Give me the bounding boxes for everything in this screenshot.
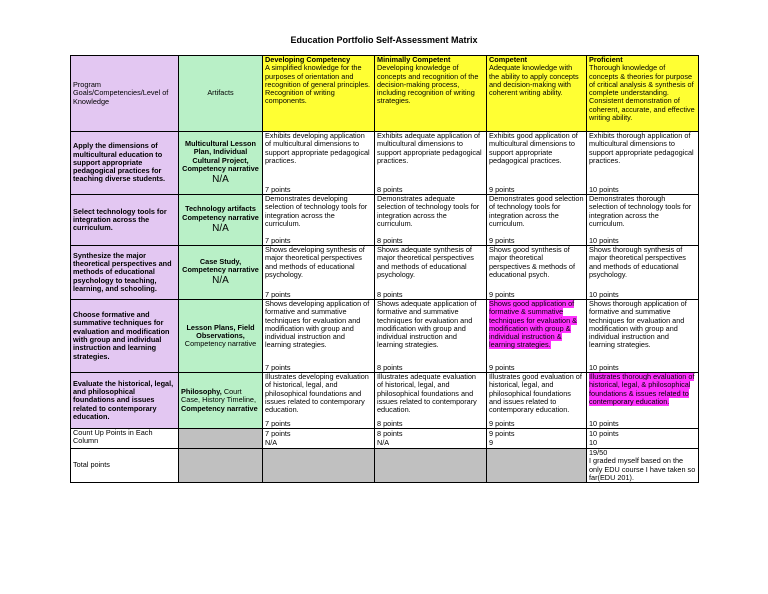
gray-cell xyxy=(487,449,587,483)
table-row xyxy=(71,195,699,246)
points-text: 7 points xyxy=(265,235,291,245)
rubric-text: Shows developing synthesis of major theoretical perspectives and methods of educational psychology. xyxy=(265,245,365,279)
artifact-bold-text-2: Competency narrative xyxy=(181,403,258,413)
rubric-cell xyxy=(263,195,375,246)
rubric-text: Shows thorough application of formative and summative techniques for evaluation and modification with group and individual instruction and learning strategies. xyxy=(589,299,687,350)
gray-cell xyxy=(179,449,263,483)
rubric-cell xyxy=(587,195,699,246)
rubric-cell-selected xyxy=(587,373,699,429)
count-row xyxy=(71,429,699,449)
points-text: 9 points xyxy=(489,289,515,299)
rubric-cell xyxy=(587,246,699,300)
count-cell xyxy=(375,429,487,449)
points-text: 7 points xyxy=(265,289,291,299)
count-label: Count Up Points in Each Column xyxy=(71,429,179,449)
points-text: 8 points xyxy=(377,289,403,299)
rubric-text: Demonstrates good selection of technology tools for integration across the curriculum. xyxy=(489,194,584,228)
points-text: 9 points xyxy=(489,418,515,428)
rubric-cell-selected xyxy=(487,300,587,373)
total-label: Total points xyxy=(71,449,179,483)
points-text: 10 points xyxy=(589,362,619,372)
count-sub: N/A xyxy=(265,437,278,447)
rubric-text: Illustrates adequate evaluation of historical, legal, and philosophical foundations and issues related to contemporary education. xyxy=(377,372,477,415)
goal-cell: Choose formative and summative techniques for evaluation and modification with group and individual instruction and learning strategies. xyxy=(71,300,179,373)
count-points: 8 points xyxy=(377,429,403,439)
artifact-normal-text: Court Case, History Timeline, xyxy=(181,387,257,405)
rubric-cell xyxy=(375,195,487,246)
header-artifacts: Artifacts xyxy=(179,56,263,132)
artifact-cell xyxy=(179,373,263,429)
rubric-cell xyxy=(375,300,487,373)
rubric-cell xyxy=(375,132,487,195)
rubric-text: Demonstrates adequate selection of technology tools for integration across the curriculum. xyxy=(377,194,480,228)
points-text: 10 points xyxy=(589,184,619,194)
artifact-text: Technology artifacts Competency narrative xyxy=(182,204,259,222)
points-text: 8 points xyxy=(377,184,403,194)
total-score: 19/50 xyxy=(589,448,608,457)
points-text: 7 points xyxy=(265,184,291,194)
rubric-cell xyxy=(263,300,375,373)
rubric-text: Illustrates developing evaluation of historical, legal, and philosophical foundations and issues related to contemporary education. xyxy=(265,372,369,415)
level-desc: Developing knowledge of concepts and recognition of the decision-making process, including recognition of writing strategies. xyxy=(377,63,479,106)
rubric-text xyxy=(489,300,584,350)
rubric-cell xyxy=(487,132,587,195)
level-desc: Adequate knowledge with the ability to apply concepts and decision-making with coherent writing ability. xyxy=(489,63,579,98)
gray-cell xyxy=(263,449,375,483)
artifact-bold-text: Lesson Plans, Field Observations, xyxy=(186,322,255,340)
header-level-developing xyxy=(263,56,375,132)
points-text: 8 points xyxy=(377,362,403,372)
artifact-text: Multicultural Lesson Plan, Individual Cultural Project, Competency narrative xyxy=(182,138,259,173)
highlighted-text: Shows good application of formative & summative techniques for evaluation & modification with group & individual instruction & learning strategies. xyxy=(489,299,578,350)
artifact-cell xyxy=(179,195,263,246)
table-row xyxy=(71,132,699,195)
count-cell xyxy=(587,429,699,449)
header-goals: Program Goals/Competencies/Level of Knowledge xyxy=(71,56,179,132)
rubric-cell xyxy=(487,373,587,429)
level-name: Proficient xyxy=(589,55,623,64)
rubric-text: Shows developing application of formative and summative techniques for evaluation and modification with group and individual instruction and learning strategies. xyxy=(265,299,370,350)
na-text: N/A xyxy=(212,275,229,287)
gray-cell xyxy=(375,449,487,483)
header-row xyxy=(71,56,699,132)
rubric-cell xyxy=(487,246,587,300)
points-text: 10 points xyxy=(589,418,619,428)
rubric-cell xyxy=(587,300,699,373)
count-points: 7 points xyxy=(265,429,291,439)
rubric-text: Exhibits good application of multicultural dimensions to support appropriate pedagogical practices. xyxy=(489,131,578,165)
rubric-cell xyxy=(375,246,487,300)
artifact-cell xyxy=(179,300,263,373)
rubric-text: Shows good synthesis of major theoretical perspectives & methods of educational psych. xyxy=(489,245,575,279)
points-text: 8 points xyxy=(377,235,403,245)
rubric-cell xyxy=(487,195,587,246)
count-cell xyxy=(487,429,587,449)
goal-cell: Synthesize the major theoretical perspectives and methods of educational psychology to teaching, learning, and schooling. xyxy=(71,246,179,300)
rubric-cell xyxy=(263,132,375,195)
page-title: Education Portfolio Self-Assessment Matrix xyxy=(290,35,478,45)
rubric-text: Illustrates good evaluation of historical, legal, and philosophical foundations and issues related to contemporary education. xyxy=(489,372,582,415)
rubric-text xyxy=(589,373,696,406)
count-cell xyxy=(263,429,375,449)
count-sub: 10 xyxy=(589,437,598,447)
rubric-cell xyxy=(587,132,699,195)
rubric-cell xyxy=(263,373,375,429)
header-level-minimal xyxy=(375,56,487,132)
table-row xyxy=(71,246,699,300)
goal-cell: Evaluate the historical, legal, and philosophical foundations and issues related to contemporary education. xyxy=(71,373,179,429)
rubric-text: Shows thorough synthesis of major theoretical perspectives and methods of educational psychology. xyxy=(589,245,686,279)
points-text: 10 points xyxy=(589,289,619,299)
highlighted-text: Illustrates thorough evaluation of historical, legal, & philosophical foundations & issues related to contemporary education. xyxy=(589,372,695,406)
goal-cell: Select technology tools for integration across the curriculum. xyxy=(71,195,179,246)
points-text: 9 points xyxy=(489,362,515,372)
level-name: Developing Competency xyxy=(265,55,351,64)
rubric-text: Shows adequate application of formative and summative techniques for evaluation and modification with group and individual instruction and learning strategies. xyxy=(377,299,477,350)
artifact-text: Case Study, Competency narrative xyxy=(182,256,259,274)
assessment-matrix xyxy=(70,55,699,483)
rubric-text: Exhibits developing application of multicultural dimensions to support appropriate pedagogical practices. xyxy=(265,131,370,165)
na-text: N/A xyxy=(212,222,229,234)
points-text: 10 points xyxy=(589,235,619,245)
rubric-text: Demonstrates developing selection of technology tools for integration across the curriculum. xyxy=(265,194,368,228)
goal-cell: Apply the dimensions of multicultural education to support appropriate pedagogical practices for teaching diverse students. xyxy=(71,132,179,195)
points-text: 7 points xyxy=(265,362,291,372)
points-text: 9 points xyxy=(489,235,515,245)
header-level-proficient xyxy=(587,56,699,132)
total-score-cell xyxy=(587,449,699,483)
gray-cell xyxy=(179,429,263,449)
artifact-cell xyxy=(179,246,263,300)
table-row xyxy=(71,373,699,429)
artifact-bold-text: Philosophy, xyxy=(181,387,222,397)
points-text: 7 points xyxy=(265,418,291,428)
count-points: 9 points xyxy=(489,429,515,439)
level-desc: A simplified knowledge for the purposes of orientation and recognition of general principles. Recognition of writing components. xyxy=(265,63,371,106)
artifact-normal-text: Competency narrative xyxy=(184,339,257,349)
level-name: Competent xyxy=(489,55,528,64)
header-level-competent xyxy=(487,56,587,132)
count-sub: N/A xyxy=(377,437,390,447)
rubric-text: Exhibits thorough application of multicultural dimensions to support appropriate pedagogical practices. xyxy=(589,131,694,165)
total-row xyxy=(71,449,699,483)
count-sub: 9 xyxy=(489,437,494,447)
level-name: Minimally Competent xyxy=(377,55,451,64)
points-text: 9 points xyxy=(489,184,515,194)
rubric-cell xyxy=(375,373,487,429)
rubric-cell xyxy=(263,246,375,300)
rubric-text: Shows adequate synthesis of major theoretical perspectives and methods of educational psychology. xyxy=(377,245,474,279)
na-text: N/A xyxy=(212,174,229,186)
count-points: 10 points xyxy=(589,429,619,439)
rubric-text: Exhibits adequate application of multicultural dimensions to support appropriate pedagogical practices. xyxy=(377,131,482,165)
rubric-text: Demonstrates thorough selection of technology tools for integration across the curriculum. xyxy=(589,194,692,228)
table-row xyxy=(71,300,699,373)
total-note: I graded myself based on the only EDU course I have taken so far(EDU 201). xyxy=(589,456,696,482)
artifact-cell xyxy=(179,132,263,195)
points-text: 8 points xyxy=(377,418,403,428)
level-desc: Thorough knowledge of concepts & theories for purpose of critical analysis & synthesis of complete understanding. Consistent demonstration of coherent, accurate, and effective writing ability. xyxy=(589,63,695,123)
